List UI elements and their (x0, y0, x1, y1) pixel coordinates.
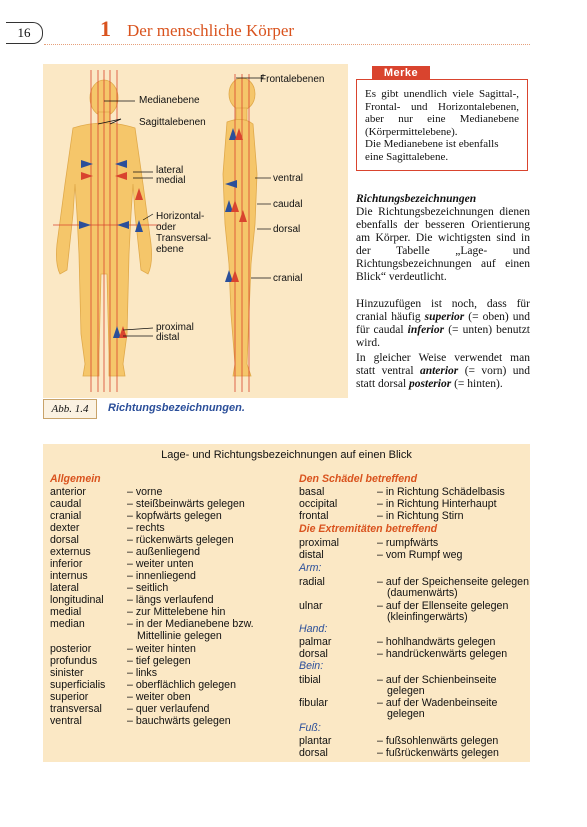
merke-text-2: Die Medianebene ist ebenfalls eine Sagittalebene. (365, 138, 499, 163)
term: dexter (50, 522, 80, 534)
definition: – kopfwärts gelegen (127, 510, 222, 522)
term: posterior (50, 643, 92, 655)
heading-extremitaeten: Die Extremitäten betreffend (299, 523, 438, 535)
definition: – links (127, 667, 158, 679)
definition: – oberflächlich gelegen (127, 679, 236, 691)
definition: – fußrückenwärts gelegen (377, 747, 499, 759)
body-planes-figure (43, 64, 348, 398)
label-distal: distal (156, 332, 180, 343)
p2-a: Hinzuzufügen ist noch, dass für cranial häufig (356, 298, 530, 323)
term: superior (50, 691, 89, 703)
term: profundus (50, 655, 98, 667)
p2-c: (= oben) und für caudal (356, 311, 531, 336)
definition: – rechts (127, 522, 165, 534)
term: proximal (299, 537, 340, 549)
term: frontal (299, 510, 329, 522)
paragraph-3 (356, 352, 530, 391)
definition-cont: Mittellinie gelegen (137, 630, 222, 642)
definition: – in Richtung Schädelbasis (377, 486, 505, 498)
term: basal (299, 486, 325, 498)
body-illustration (43, 64, 348, 398)
figure-number: Abb. 1.4 (43, 399, 97, 419)
sublabel-fuss: Fuß: (299, 722, 321, 734)
side-body-silhouette (223, 78, 257, 376)
term: transversal (50, 703, 102, 715)
term: lateral (50, 582, 79, 594)
definition: – auf der Wadenbeinseite (377, 697, 498, 709)
frontal-leader (236, 74, 263, 78)
term: dorsal (299, 747, 328, 759)
merke-text-1: Es gibt unendlich viele Sagittal-, Frontal- und Horizontalebenen, aber nur eine Medianebene (Körpermittelebene). (365, 88, 519, 138)
label-cranial: cranial (273, 273, 303, 284)
definition: – seitlich (127, 582, 169, 594)
term: radial (299, 576, 325, 588)
term: longitudinal (50, 594, 104, 606)
term: medial (50, 606, 82, 618)
term: ventral (50, 715, 82, 727)
label-proximal: proximal (156, 322, 194, 333)
table-title: Lage- und Richtungsbezeichnungen auf einen Blick (161, 449, 412, 461)
label-medianebene: Medianebene (139, 95, 200, 106)
definition: – auf der Ellenseite gelegen (377, 600, 509, 612)
definition: – innenliegend (127, 570, 196, 582)
term: median (50, 618, 85, 630)
definition: – weiter unten (127, 558, 194, 570)
term: plantar (299, 735, 332, 747)
chapter-title: Der menschliche Körper (127, 21, 295, 40)
term: anterior (50, 486, 86, 498)
heading-schaedel: Den Schädel betreffend (299, 473, 418, 485)
p2-e: (= unten) benutzt wird. (356, 324, 531, 349)
term: palmar (299, 636, 332, 648)
p3-c: (= vorn) und statt dorsal (356, 365, 531, 390)
term: externus (50, 546, 91, 558)
figure-caption: Richtungsbezeichnungen. (108, 402, 245, 414)
p2-superior: superior (424, 311, 465, 323)
term: superficialis (50, 679, 106, 691)
term: dorsal (299, 648, 328, 660)
definition: – weiter hinten (127, 643, 196, 655)
definition: – tief gelegen (127, 655, 191, 667)
label-dorsal: dorsal (273, 224, 301, 235)
definition: – steißbeinwärts gelegen (127, 498, 245, 510)
term: cranial (50, 510, 82, 522)
label-frontalebenen: Frontalebenen (260, 74, 325, 85)
sublabel-hand: Hand: (299, 623, 328, 635)
paragraph-1: Die Richtungsbezeichnungen dienen ebenfalls der besseren Orientierung am Körper. Die wichtigsten sind in der Tabelle „Lage- und Richtungsbezeichnungen auf einen Blick“ verdeutlicht. (356, 206, 530, 283)
definition: – rumpfwärts (377, 537, 439, 549)
term: fibular (299, 697, 328, 709)
definition: – fußsohlenwärts gelegen (377, 735, 499, 747)
definition: – in Richtung Stirn (377, 510, 464, 522)
term: sinister (50, 667, 84, 679)
merke-tag: Merke (372, 66, 430, 80)
p3-e: (= hinten). (451, 378, 503, 390)
definition: – in der Medianebene bzw. (127, 618, 254, 630)
p3-anterior: anterior (419, 365, 459, 377)
label-horizontal-4: ebene (156, 244, 184, 255)
label-sagittalebenen: Sagittalebenen (139, 117, 206, 128)
label-horizontal-1: Horizontal- (156, 211, 205, 222)
definition: – in Richtung Hinterhaupt (377, 498, 497, 510)
definition: – vorne (127, 486, 163, 498)
definition: – rückenwärts gelegen (127, 534, 234, 546)
term: tibial (299, 674, 321, 686)
definition: – hohlhandwärts gelegen (377, 636, 496, 648)
definition-cont: gelegen (387, 685, 425, 697)
definition: – längs verlaufend (127, 594, 214, 606)
p3-posterior: posterior (409, 378, 452, 390)
label-lateral: lateral (156, 165, 184, 176)
definition: – vom Rumpf weg (377, 549, 463, 561)
term: ulnar (299, 600, 323, 612)
definition: – auf der Schienbeinseite (377, 674, 497, 686)
chapter-number: 1 (100, 16, 111, 41)
definition-cont: (kleinfingerwärts) (387, 611, 468, 623)
page-number: 16 (6, 22, 43, 44)
definition-cont: (daumenwärts) (387, 587, 458, 599)
p3-a: In gleicher Weise verwendet man statt ventral (356, 352, 530, 377)
paragraph-2 (356, 298, 530, 350)
definition: – weiter oben (127, 691, 191, 703)
label-caudal: caudal (273, 199, 303, 210)
definition: – bauchwärts gelegen (127, 715, 231, 727)
sublabel-bein: Bein: (299, 660, 324, 672)
definition: – handrückenwärts gelegen (377, 648, 508, 660)
merke-box (356, 79, 528, 171)
label-medial: medial (156, 175, 186, 186)
label-ventral: ventral (273, 173, 304, 184)
term: inferior (50, 558, 83, 570)
label-horizontal-3: Transversal- (156, 233, 212, 244)
heading-allgemein: Allgemein (50, 473, 101, 485)
sublabel-arm: Arm: (299, 562, 322, 574)
definition: – quer verlaufend (127, 703, 210, 715)
term: occipital (299, 498, 338, 510)
definition-cont: gelegen (387, 708, 425, 720)
term: caudal (50, 498, 82, 510)
definition: – außenliegend (127, 546, 201, 558)
definition: – zur Mittelebene hin (127, 606, 226, 618)
term: dorsal (50, 534, 79, 546)
header-rule (44, 44, 530, 45)
term: internus (50, 570, 88, 582)
section-heading: Richtungsbezeichnungen (356, 193, 477, 205)
p2-inferior: inferior (407, 324, 445, 336)
definition: – auf der Speichenseite gelegen (377, 576, 529, 588)
label-horizontal-2: oder (156, 222, 177, 233)
term: distal (299, 549, 324, 561)
